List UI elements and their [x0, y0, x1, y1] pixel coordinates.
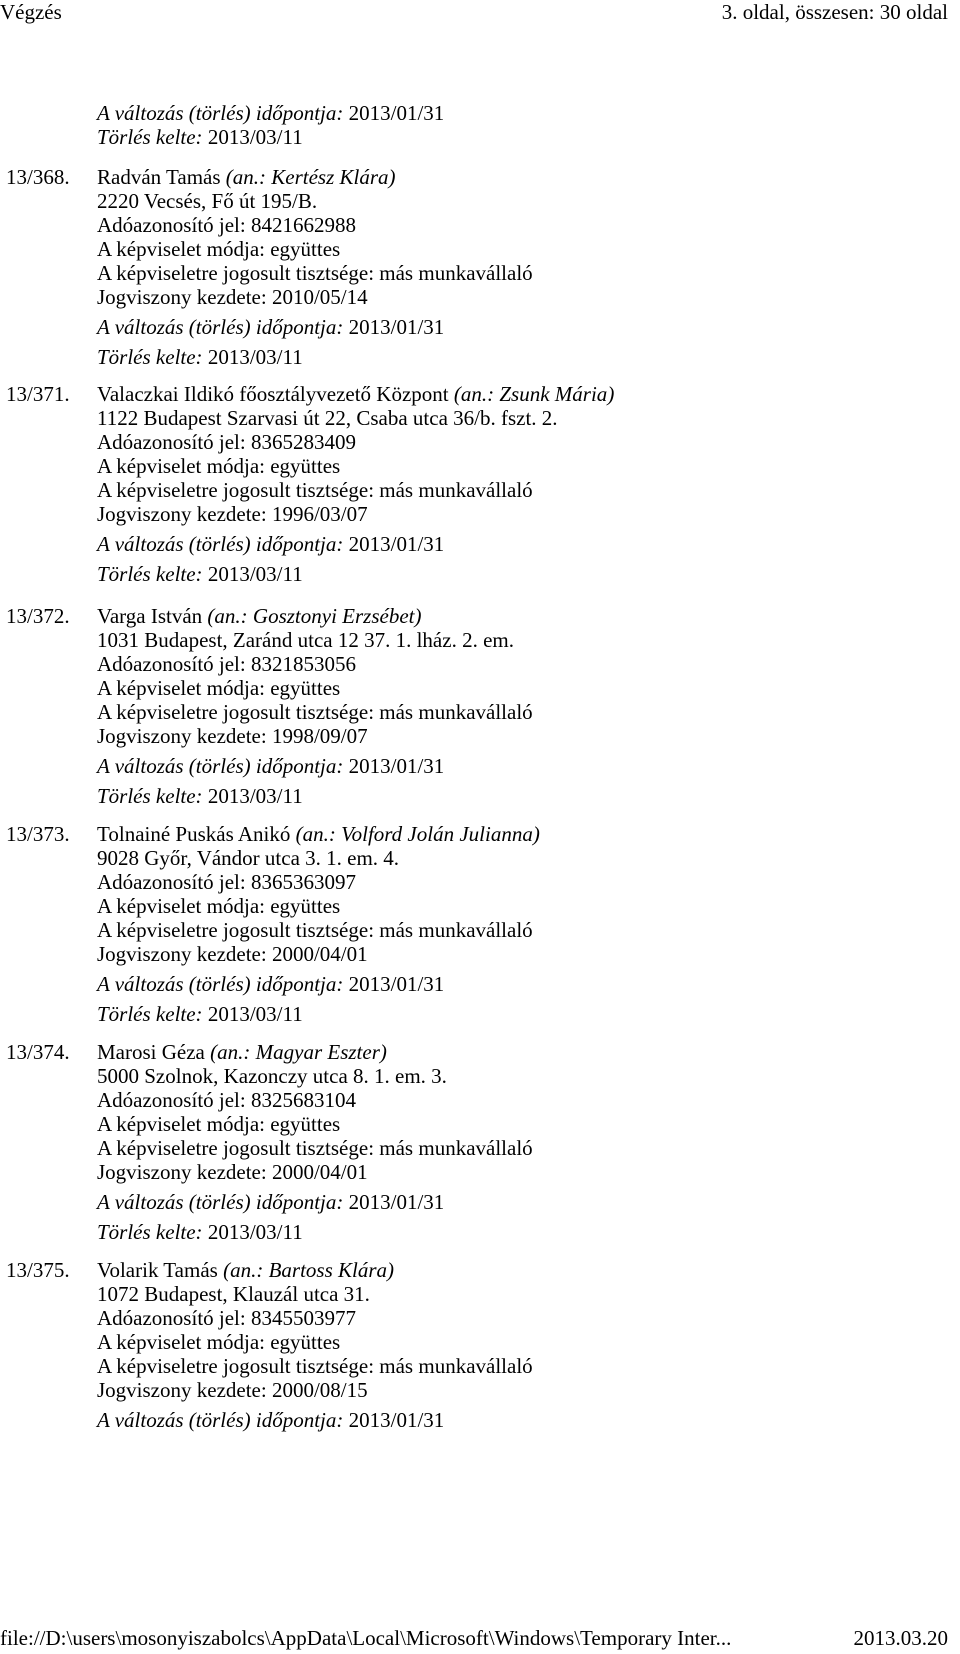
- entry-rep-position-line: A képviseletre jogosult tisztsége: más munkavállaló: [97, 478, 533, 502]
- entry-change-line: A változás (törlés) időpontja: 2013/01/31: [97, 754, 445, 778]
- entry-change-line: A változás (törlés) időpontja: 2013/01/31: [97, 315, 445, 339]
- entry-tax-id: 8365363097: [250, 870, 356, 894]
- entry-tax-id: 8365283409: [250, 430, 356, 454]
- entry-tax-id-line: Adóazonosító jel: 8365283409: [97, 430, 356, 454]
- entry-name: Varga István: [97, 604, 203, 628]
- entry-start-line: Jogviszony kezdete: 2000/04/01: [97, 942, 368, 966]
- entry-deletion-line: Törlés kelte: 2013/03/11: [97, 1220, 303, 1244]
- entry-change-date: 2013/01/31: [348, 1408, 445, 1432]
- footer-date: 2013.03.20: [853, 1626, 948, 1650]
- entry-address: 2220 Vecsés, Fő út 195/B.: [97, 189, 318, 213]
- entry-deletion-line: Törlés kelte: 2013/03/11: [97, 562, 303, 586]
- entry-mother: Magyar Eszter: [255, 1040, 380, 1064]
- entry-name: Marosi Géza: [97, 1040, 205, 1064]
- entry-name-line: Valaczkai Ildikó főosztályvezető Központ (an.: Zsunk Mária): [97, 382, 615, 406]
- entry-tax-id-line: Adóazonosító jel: 8321853056: [97, 652, 356, 676]
- entry-address: 1072 Budapest, Klauzál utca 31.: [97, 1282, 370, 1306]
- footer-file-path: file://D:\users\mosonyiszabolcs\AppData\Local\Microsoft\Windows\Temporary Inter...: [0, 1626, 732, 1650]
- entry-change-date: 2013/01/31: [348, 972, 445, 996]
- entry-name: Radván Tamás: [97, 165, 221, 189]
- entry-rep-position: más munkavállaló: [379, 478, 533, 502]
- entry-tax-id-line: Adóazonosító jel: 8325683104: [97, 1088, 356, 1112]
- entry-start: 1996/03/07: [271, 502, 368, 526]
- entry-rep-position: más munkavállaló: [379, 261, 533, 285]
- entry-tax-id: 8321853056: [250, 652, 356, 676]
- entry-name-line: Volarik Tamás (an.: Bartoss Klára): [97, 1258, 395, 1282]
- entry-name: Valaczkai Ildikó főosztályvezető Központ: [97, 382, 449, 406]
- entry-deletion-date: 2013/03/11: [207, 562, 303, 586]
- entry-start: 2010/05/14: [271, 285, 368, 309]
- entry-mother: Gosztonyi Erzsébet: [252, 604, 415, 628]
- entry-start-line: Jogviszony kezdete: 2000/08/15: [97, 1378, 368, 1402]
- entry-deletion-line: Törlés kelte: 2013/03/11: [97, 1002, 303, 1026]
- entry-name-line: Tolnainé Puskás Anikó (an.: Volford Jolán Julianna): [97, 822, 540, 846]
- entry-rep-position-line: A képviseletre jogosult tisztsége: más munkavállaló: [97, 918, 533, 942]
- entry-address: 9028 Győr, Vándor utca 3. 1. em. 4.: [97, 846, 400, 870]
- entry-start: 1998/09/07: [271, 724, 368, 748]
- entry-change-line: A változás (törlés) időpontja: 2013/01/31: [97, 1190, 445, 1214]
- entry-name-line: Marosi Géza (an.: Magyar Eszter): [97, 1040, 387, 1064]
- entry-address: 1122 Budapest Szarvasi út 22, Csaba utca 36/b. fszt. 2.: [97, 406, 558, 430]
- entry-rep-position: más munkavállaló: [379, 918, 533, 942]
- entry-rep-position-line: A képviseletre jogosult tisztsége: más munkavállaló: [97, 1354, 533, 1378]
- entry-rep-position: más munkavállaló: [379, 1354, 533, 1378]
- entry-rep-mode-line: A képviselet módja: együttes: [97, 454, 341, 478]
- entry-rep-mode: együttes: [270, 454, 341, 478]
- entry-mother: Volford Jolán Julianna: [341, 822, 533, 846]
- entry-change-date: 2013/01/31: [348, 315, 445, 339]
- entry-tax-id-line: Adóazonosító jel: 8365363097: [97, 870, 356, 894]
- entry-number: 13/374.: [6, 1040, 70, 1064]
- entry-start-line: Jogviszony kezdete: 2000/04/01: [97, 1160, 368, 1184]
- entry-rep-mode-line: A képviselet módja: együttes: [97, 894, 341, 918]
- entry-start-line: Jogviszony kezdete: 1998/09/07: [97, 724, 368, 748]
- entry-body: [97, 1040, 533, 1244]
- entry-deletion-line: Törlés kelte: 2013/03/11: [97, 784, 303, 808]
- entry-body: [97, 1258, 533, 1432]
- entry-rep-mode: együttes: [270, 1112, 341, 1136]
- entry-rep-position-line: A képviseletre jogosult tisztsége: más munkavállaló: [97, 1136, 533, 1160]
- entry-change-line: A változás (törlés) időpontja: 2013/01/31: [97, 1408, 445, 1432]
- entry-rep-mode-line: A képviselet módja: együttes: [97, 676, 341, 700]
- entry-rep-mode-line: A képviselet módja: együttes: [97, 1330, 341, 1354]
- entry-change-date: 2013/01/31: [348, 754, 445, 778]
- entry-number: 13/372.: [6, 604, 70, 628]
- entry-address: 5000 Szolnok, Kazonczy utca 8. 1. em. 3.: [97, 1064, 447, 1088]
- entry-mother: Kertész Klára: [271, 165, 389, 189]
- entry-deletion-line: Törlés kelte: 2013/03/11: [97, 345, 303, 369]
- entry-change-date: 2013/01/31: [348, 1190, 445, 1214]
- entry-number: 13/373.: [6, 822, 70, 846]
- entry-body: [97, 165, 533, 369]
- entry-number: 13/371.: [6, 382, 70, 406]
- entry-change-line: A változás (törlés) időpontja: 2013/01/31: [97, 972, 445, 996]
- entry-name: Volarik Tamás: [97, 1258, 218, 1282]
- entry-tax-id: 8325683104: [250, 1088, 356, 1112]
- entry-deletion-date: 2013/03/11: [207, 784, 303, 808]
- entry-name-line: Varga István (an.: Gosztonyi Erzsébet): [97, 604, 422, 628]
- entry-mother: Zsunk Mária: [499, 382, 608, 406]
- entry-number: 13/375.: [6, 1258, 70, 1282]
- entry-number: 13/368.: [6, 165, 70, 189]
- entry-rep-position: más munkavállaló: [379, 700, 533, 724]
- entry-tax-id: 8345503977: [250, 1306, 356, 1330]
- entry-rep-position-line: A képviseletre jogosult tisztsége: más munkavállaló: [97, 700, 533, 724]
- entry-tax-id-line: Adóazonosító jel: 8345503977: [97, 1306, 356, 1330]
- entry-name: Tolnainé Puskás Anikó: [97, 822, 291, 846]
- entry-start: 2000/04/01: [271, 942, 368, 966]
- entry-rep-mode: együttes: [270, 237, 341, 261]
- entry-tax-id: 8421662988: [250, 213, 356, 237]
- entry-body: [97, 604, 533, 808]
- page-header-title: Végzés: [0, 0, 62, 24]
- entry-mother: Bartoss Klára: [268, 1258, 388, 1282]
- entry-start-line: Jogviszony kezdete: 2010/05/14: [97, 285, 368, 309]
- entry-body: [97, 382, 614, 586]
- entry-rep-position-line: A képviseletre jogosult tisztsége: más munkavállaló: [97, 261, 533, 285]
- entry-deletion-date: 2013/03/11: [207, 345, 303, 369]
- entry-tax-id-line: Adóazonosító jel: 8421662988: [97, 213, 356, 237]
- entry-rep-position: más munkavállaló: [379, 1136, 533, 1160]
- entry-change-line: A változás (törlés) időpontja: 2013/01/31: [97, 532, 445, 556]
- entry-address: 1031 Budapest, Zaránd utca 12 37. 1. lház. 2. em.: [97, 628, 514, 652]
- deletion-date-line: Törlés kelte: 2013/03/11: [97, 125, 303, 149]
- change-date-line: A változás (törlés) időpontja: 2013/01/31: [97, 101, 445, 125]
- entry-deletion-date: 2013/03/11: [207, 1002, 303, 1026]
- continuation-block: [97, 101, 444, 149]
- entry-rep-mode: együttes: [270, 894, 341, 918]
- entry-deletion-date: 2013/03/11: [207, 1220, 303, 1244]
- entry-start-line: Jogviszony kezdete: 1996/03/07: [97, 502, 368, 526]
- page-header-pagination: 3. oldal, összesen: 30 oldal: [721, 0, 948, 24]
- entry-name-line: Radván Tamás (an.: Kertész Klára): [97, 165, 396, 189]
- entry-start: 2000/04/01: [271, 1160, 368, 1184]
- entry-rep-mode: együttes: [270, 676, 341, 700]
- entry-rep-mode: együttes: [270, 1330, 341, 1354]
- entry-change-date: 2013/01/31: [348, 532, 445, 556]
- entry-rep-mode-line: A képviselet módja: együttes: [97, 237, 341, 261]
- entry-start: 2000/08/15: [271, 1378, 368, 1402]
- entry-rep-mode-line: A képviselet módja: együttes: [97, 1112, 341, 1136]
- entry-body: [97, 822, 540, 1026]
